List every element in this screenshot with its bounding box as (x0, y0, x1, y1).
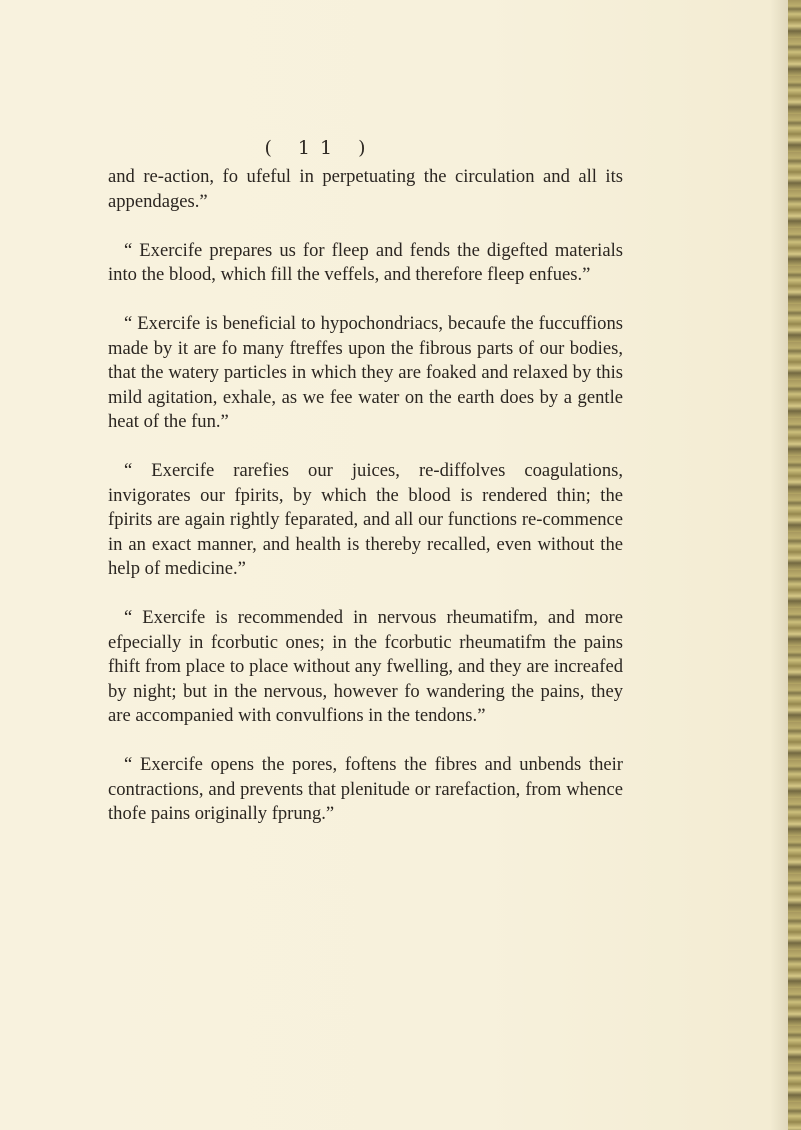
paragraph-3: “ Exercife is beneficial to hypochondriacs, becaufe the fuccuffions made by it are fo many ftreffes upon the fibrous parts of our bodies, that the watery particles in which they are foaked and relaxed by this mild agitation, exhale, as we fee water on the earth does by a gentle heat of the fun.” (108, 313, 623, 432)
paragraph-5: “ Exercife is recommended in nervous rheumatifm, and more efpecially in fcorbutic ones; in the fcorbutic rheumatifm the pains fhift from place to place without any fwelling, and they are increafed by night; but in the nervous, however fo wandering the pains, they are accompanied with convulfions in the tendons.” (108, 607, 623, 726)
page-edge-shadow (770, 0, 788, 1130)
page-number: ( 11 ) (264, 137, 376, 159)
paragraph-1: and re-action, fo ufeful in perpetuating the circulation and all its appendages.” (108, 166, 623, 212)
binding-edge (788, 0, 801, 1130)
paragraph-2: “ Exercife prepares us for fleep and fends the digefted materials into the blood, which fill the veffels, and therefore fleep enfues.” (108, 239, 623, 285)
paragraph-6: “ Exercife opens the pores, foftens the fibres and unbends their contractions, and prevents that plenitude or rarefaction, from whence thofe pains originally fprung.” (108, 754, 623, 824)
body-text (108, 165, 623, 851)
paragraph-4: “ Exercife rarefies our juices, re-diffolves coagulations, invigorates our fpirits, by which the blood is rendered thin; the fpirits are again rightly feparated, and all our functions re-commence in an exact manner, and health is thereby recalled, even without the help of medicine.” (108, 460, 623, 579)
